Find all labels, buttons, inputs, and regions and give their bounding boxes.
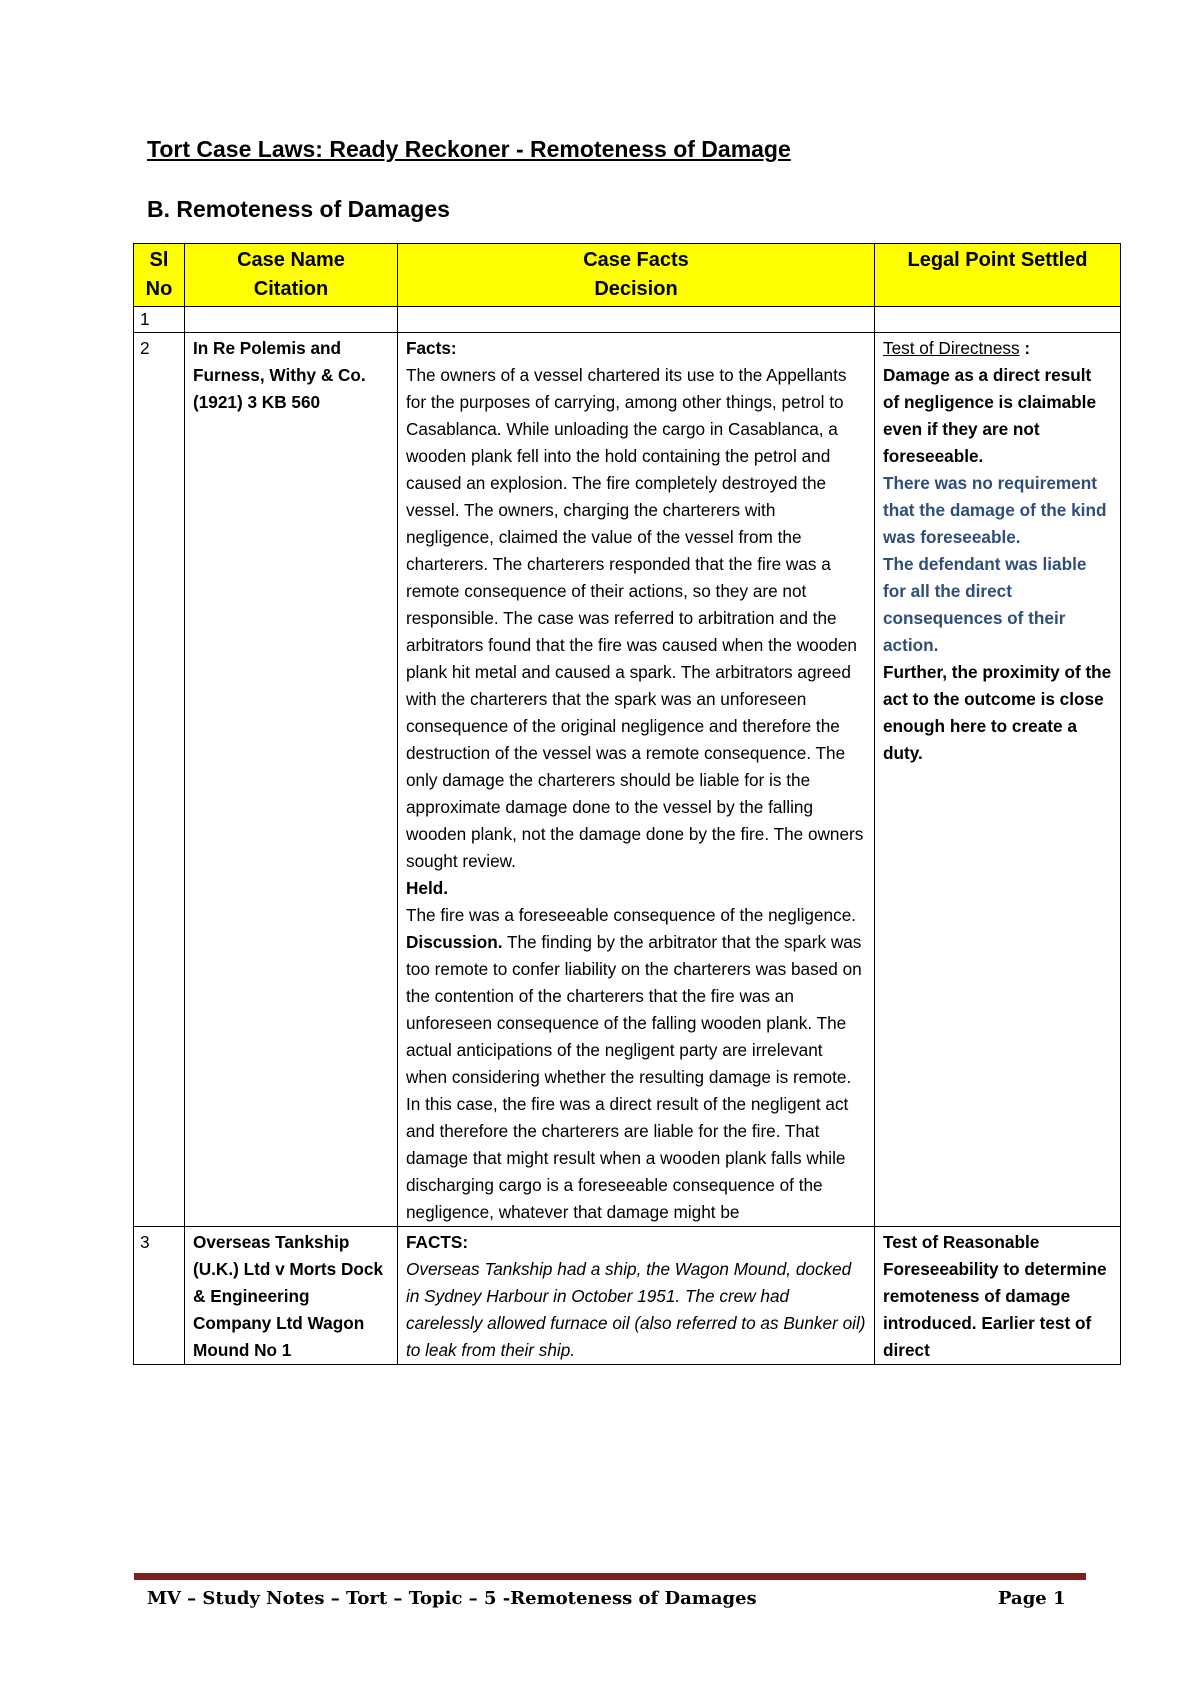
row2-point-text3: The defendant was liable for all the direct consequences of their action.: [883, 554, 1087, 655]
header-legal-point: [875, 244, 1121, 307]
row2-point-text1: Damage as a direct result of negligence is claimable even if they are not foreseeable.: [883, 365, 1097, 466]
header-case-name: [185, 244, 398, 307]
row1-sl: 1: [134, 307, 185, 333]
row2-legal-point-cell: [875, 333, 1121, 1227]
header-facts-line2: Decision: [594, 278, 678, 300]
header-name-line1: Case Name: [237, 249, 345, 271]
row2-case-facts-cell: [398, 333, 875, 1227]
row3-point-text: Test of Reasonable Foreseeability to determine remoteness of damage introduced. Earlier test of direct: [883, 1232, 1107, 1360]
row3-case-name: Overseas Tankship (U.K.) Ltd v Morts Dock & Engineering Company Ltd Wagon Mound No 1: [193, 1232, 384, 1360]
row2-citation: (1921) 3 KB 560: [193, 392, 321, 412]
row2-point-text4: Further, the proximity of the act to the outcome is close enough here to create a duty.: [883, 662, 1112, 763]
header-name-line2: Citation: [253, 278, 329, 300]
header-point-label: Legal Point Settled: [907, 249, 1088, 271]
footer-divider: [134, 1573, 1086, 1580]
row2-sl: 2: [134, 333, 185, 1227]
footer-page-number: Page 1: [998, 1588, 1066, 1609]
row2-discussion-text: The finding by the arbitrator that the spark was too remote to confer liability on the charterers was based on the contention of the charterers that the fire was an unforeseen consequence of the falling wooden plank. The actual anticipations of the negligent party are irrelevant when considering whether the resulting damage is remote. In this case, the fire was a direct result of the negligent act and therefore the charterers are liable for the fire. That damage that might result when a wooden plank falls while discharging cargo is a foreseeable consequence of the negligence, whatever that damage might be: [406, 932, 862, 1222]
row2-held-label: Held.: [406, 878, 449, 898]
header-sl-line1: Sl: [149, 249, 169, 271]
row3-sl: 3: [134, 1227, 185, 1365]
row3-facts-label: FACTS:: [406, 1232, 469, 1252]
footer-text: MV – Study Notes – Tort – Topic – 5 -Remoteness of Damages: [147, 1588, 757, 1609]
header-sl-line2: No: [145, 278, 173, 300]
section-title: B. Remoteness of Damages: [147, 196, 450, 222]
row2-case-name: In Re Polemis and Furness, Withy & Co.: [193, 338, 366, 385]
table-row: [134, 333, 1121, 1227]
row3-case-facts-cell: [398, 1227, 875, 1365]
row2-point-colon: :: [1019, 338, 1031, 358]
header-case-facts: [398, 244, 875, 307]
table-row: [134, 307, 1121, 333]
row2-held-text: The fire was a foreseeable consequence of the negligence.: [406, 905, 857, 925]
row2-point-heading: Test of Directness: [883, 338, 1020, 358]
row2-facts-label: Facts:: [406, 338, 457, 358]
row2-case-name-cell: [185, 333, 398, 1227]
row2-facts-text: The owners of a vessel chartered its use to the Appellants for the purposes of carrying, among other things, petrol to Casablanca. While unloading the cargo in Casablanca, a wooden plank fell into the hold containing the petrol and caused an explosion. The fire completely destroyed the vessel. The owners, charging the charterers with negligence, claimed the value of the vessel from the charterers. The charterers responded that the fire was a remote consequence of their actions, so they are not responsible. The case was referred to arbitration and the arbitrators found that the fire was caused when the wooden plank hit metal and caused a spark. The arbitrators agreed with the charterers that the spark was an unforeseen consequence of the original negligence and therefore the destruction of the vessel was a remote consequence. The only damage the charterers should be liable for is the approximate damage done to the vessel by the falling wooden plank, not the damage done by the fire. The owners sought review.: [406, 365, 864, 871]
row1-case-name: [185, 307, 398, 333]
row3-facts-text: Overseas Tankship had a ship, the Wagon Mound, docked in Sydney Harbour in October 1951. The crew had carelessly allowed furnace oil (also referred to as Bunker oil) to leak from their ship.: [406, 1259, 866, 1360]
row1-case-facts: [398, 307, 875, 333]
row3-case-name-cell: [185, 1227, 398, 1365]
row2-discussion-label: Discussion.: [406, 932, 503, 952]
page-title: Tort Case Laws: Ready Reckoner - Remoteness of Damage: [147, 136, 791, 162]
header-sl-no: [134, 244, 185, 307]
table-row: [134, 1227, 1121, 1365]
cases-table: [133, 243, 1121, 1365]
row2-point-text2: There was no requirement that the damage of the kind was foreseeable.: [883, 473, 1107, 547]
table-header-row: [134, 244, 1121, 307]
row1-legal-point: [875, 307, 1121, 333]
header-facts-line1: Case Facts: [583, 249, 689, 271]
row3-legal-point-cell: [875, 1227, 1121, 1365]
